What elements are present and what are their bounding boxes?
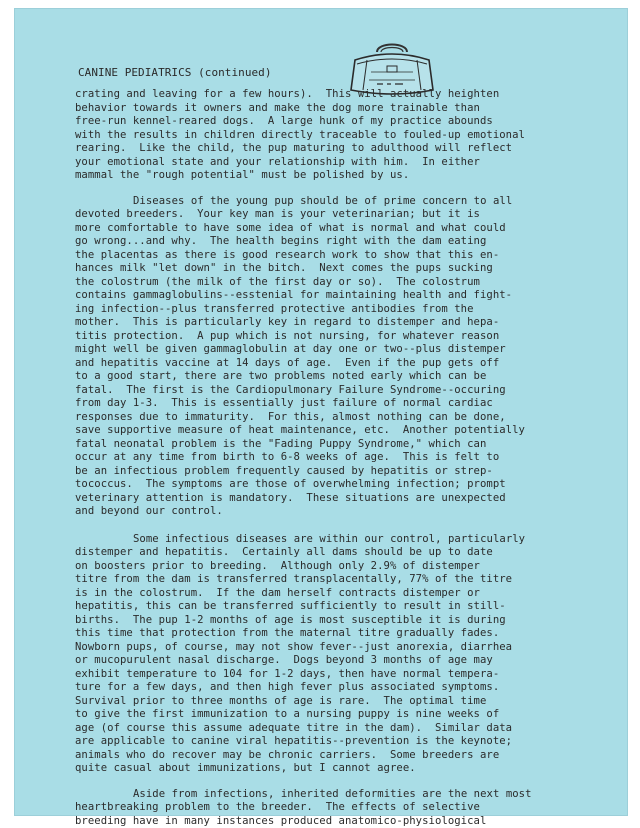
text-line: fatal neonatal problem is the "Fading Puppy Syndrome," which can <box>75 438 605 452</box>
text-line: on boosters prior to breeding. Although only 2.9% of distemper <box>75 560 605 574</box>
text-line: responses due to immaturity. For this, almost nothing can be done, <box>75 411 605 425</box>
text-line: exhibit temperature to 104 for 1-2 days, then have normal tempera- <box>75 668 605 682</box>
text-line: tococcus. The symptoms are those of overwhelming infection; prompt <box>75 478 605 492</box>
text-line: be an infectious problem frequently caused by hepatitis or strep- <box>75 465 605 479</box>
paragraph-1 <box>75 88 605 183</box>
paragraph-4 <box>75 788 605 828</box>
text-line: mammal the "rough potential" must be polished by us. <box>75 169 605 183</box>
text-line: the colostrum (the milk of the first day or so). The colostrum <box>75 276 605 290</box>
text-line: births. The pup 1-2 months of age is most susceptible it is during <box>75 614 605 628</box>
text-line: or mucopurulent nasal discharge. Dogs beyond 3 months of age may <box>75 654 605 668</box>
text-line: Diseases of the young pup should be of prime concern to all <box>75 195 605 209</box>
paragraph-3 <box>75 533 605 776</box>
text-line: with the results in children directly traceable to fouled-up emotional <box>75 129 605 143</box>
page-header: CANINE PEDIATRICS (continued) <box>78 66 272 80</box>
text-line: free-run kennel-reared dogs. A large hunk of my practice abounds <box>75 115 605 129</box>
text-line: from day 1-3. This is essentially just failure of normal cardiac <box>75 397 605 411</box>
text-line: titis protection. A pup which is not nursing, for whatever reason <box>75 330 605 344</box>
text-line: hepatitis, this can be transferred sufficiently to result in still- <box>75 600 605 614</box>
text-line: more comfortable to have some idea of what is normal and what could <box>75 222 605 236</box>
text-line: devoted breeders. Your key man is your veterinarian; but it is <box>75 208 605 222</box>
text-line: Nowborn pups, of course, may not show fever--just anorexia, diarrhea <box>75 641 605 655</box>
text-line: contains gammaglobulins--esstenial for maintaining health and fight- <box>75 289 605 303</box>
document-page <box>14 8 628 816</box>
text-line: might well be given gammaglobulin at day one or two--plus distemper <box>75 343 605 357</box>
text-line: distemper and hepatitis. Certainly all dams should be up to date <box>75 546 605 560</box>
text-line: animals who do recover may be chronic carriers. Some breeders are <box>75 749 605 763</box>
text-line: heartbreaking problem to the breeder. The effects of selective <box>75 801 605 815</box>
text-line: is in the colostrum. If the dam herself contracts distemper or <box>75 587 605 601</box>
text-line: save supportive measure of heat maintenance, etc. Another potentially <box>75 424 605 438</box>
text-line: the placentas as there is good research work to show that this en- <box>75 249 605 263</box>
text-line: your emotional state and your relationship with him. In either <box>75 156 605 170</box>
text-line: fatal. The first is the Cardiopulmonary Failure Syndrome--occuring <box>75 384 605 398</box>
text-line: Some infectious diseases are within our control, particularly <box>75 533 605 547</box>
text-line: hances milk "let down" in the bitch. Next comes the pups sucking <box>75 262 605 276</box>
text-line: to give the first immunization to a nursing puppy is nine weeks of <box>75 708 605 722</box>
text-line: go wrong...and why. The health begins right with the dam eating <box>75 235 605 249</box>
text-line: occur at any time from birth to 6-8 weeks of age. This is felt to <box>75 451 605 465</box>
text-line: titre from the dam is transferred transplacentally, 77% of the titre <box>75 573 605 587</box>
text-line: Aside from infections, inherited deformities are the next most <box>75 788 605 802</box>
text-line: veterinary attention is mandatory. These situations are unexpected <box>75 492 605 506</box>
text-line: ture for a few days, and then high fever plus associated symptoms. <box>75 681 605 695</box>
text-line: ing infection--plus transferred protective antibodies from the <box>75 303 605 317</box>
text-line: mother. This is particularly key in regard to distemper and hepa- <box>75 316 605 330</box>
text-line: rearing. Like the child, the pup maturing to adulthood will reflect <box>75 142 605 156</box>
text-line: and hepatitis vaccine at 14 days of age. Even if the pup gets off <box>75 357 605 371</box>
text-line: crating and leaving for a few hours). This will actually heighten <box>75 88 605 102</box>
text-line: are applicable to canine viral hepatitis--prevention is the keynote; <box>75 735 605 749</box>
text-line: and beyond our control. <box>75 505 605 519</box>
text-line: breeding have in many instances produced anatomico-physiological <box>75 815 605 828</box>
text-line: to a good start, there are two problems noted early which can be <box>75 370 605 384</box>
text-line: this time that protection from the maternal titre gradually fades. <box>75 627 605 641</box>
text-line: Survival prior to three months of age is rare. The optimal time <box>75 695 605 709</box>
text-line: age (of course this assume adequate titre in the dam). Similar data <box>75 722 605 736</box>
text-line: behavior towards it owners and make the dog more trainable than <box>75 102 605 116</box>
document-body <box>75 88 605 828</box>
paragraph-2 <box>75 195 605 519</box>
text-line: quite casual about immunizations, but I cannot agree. <box>75 762 605 776</box>
